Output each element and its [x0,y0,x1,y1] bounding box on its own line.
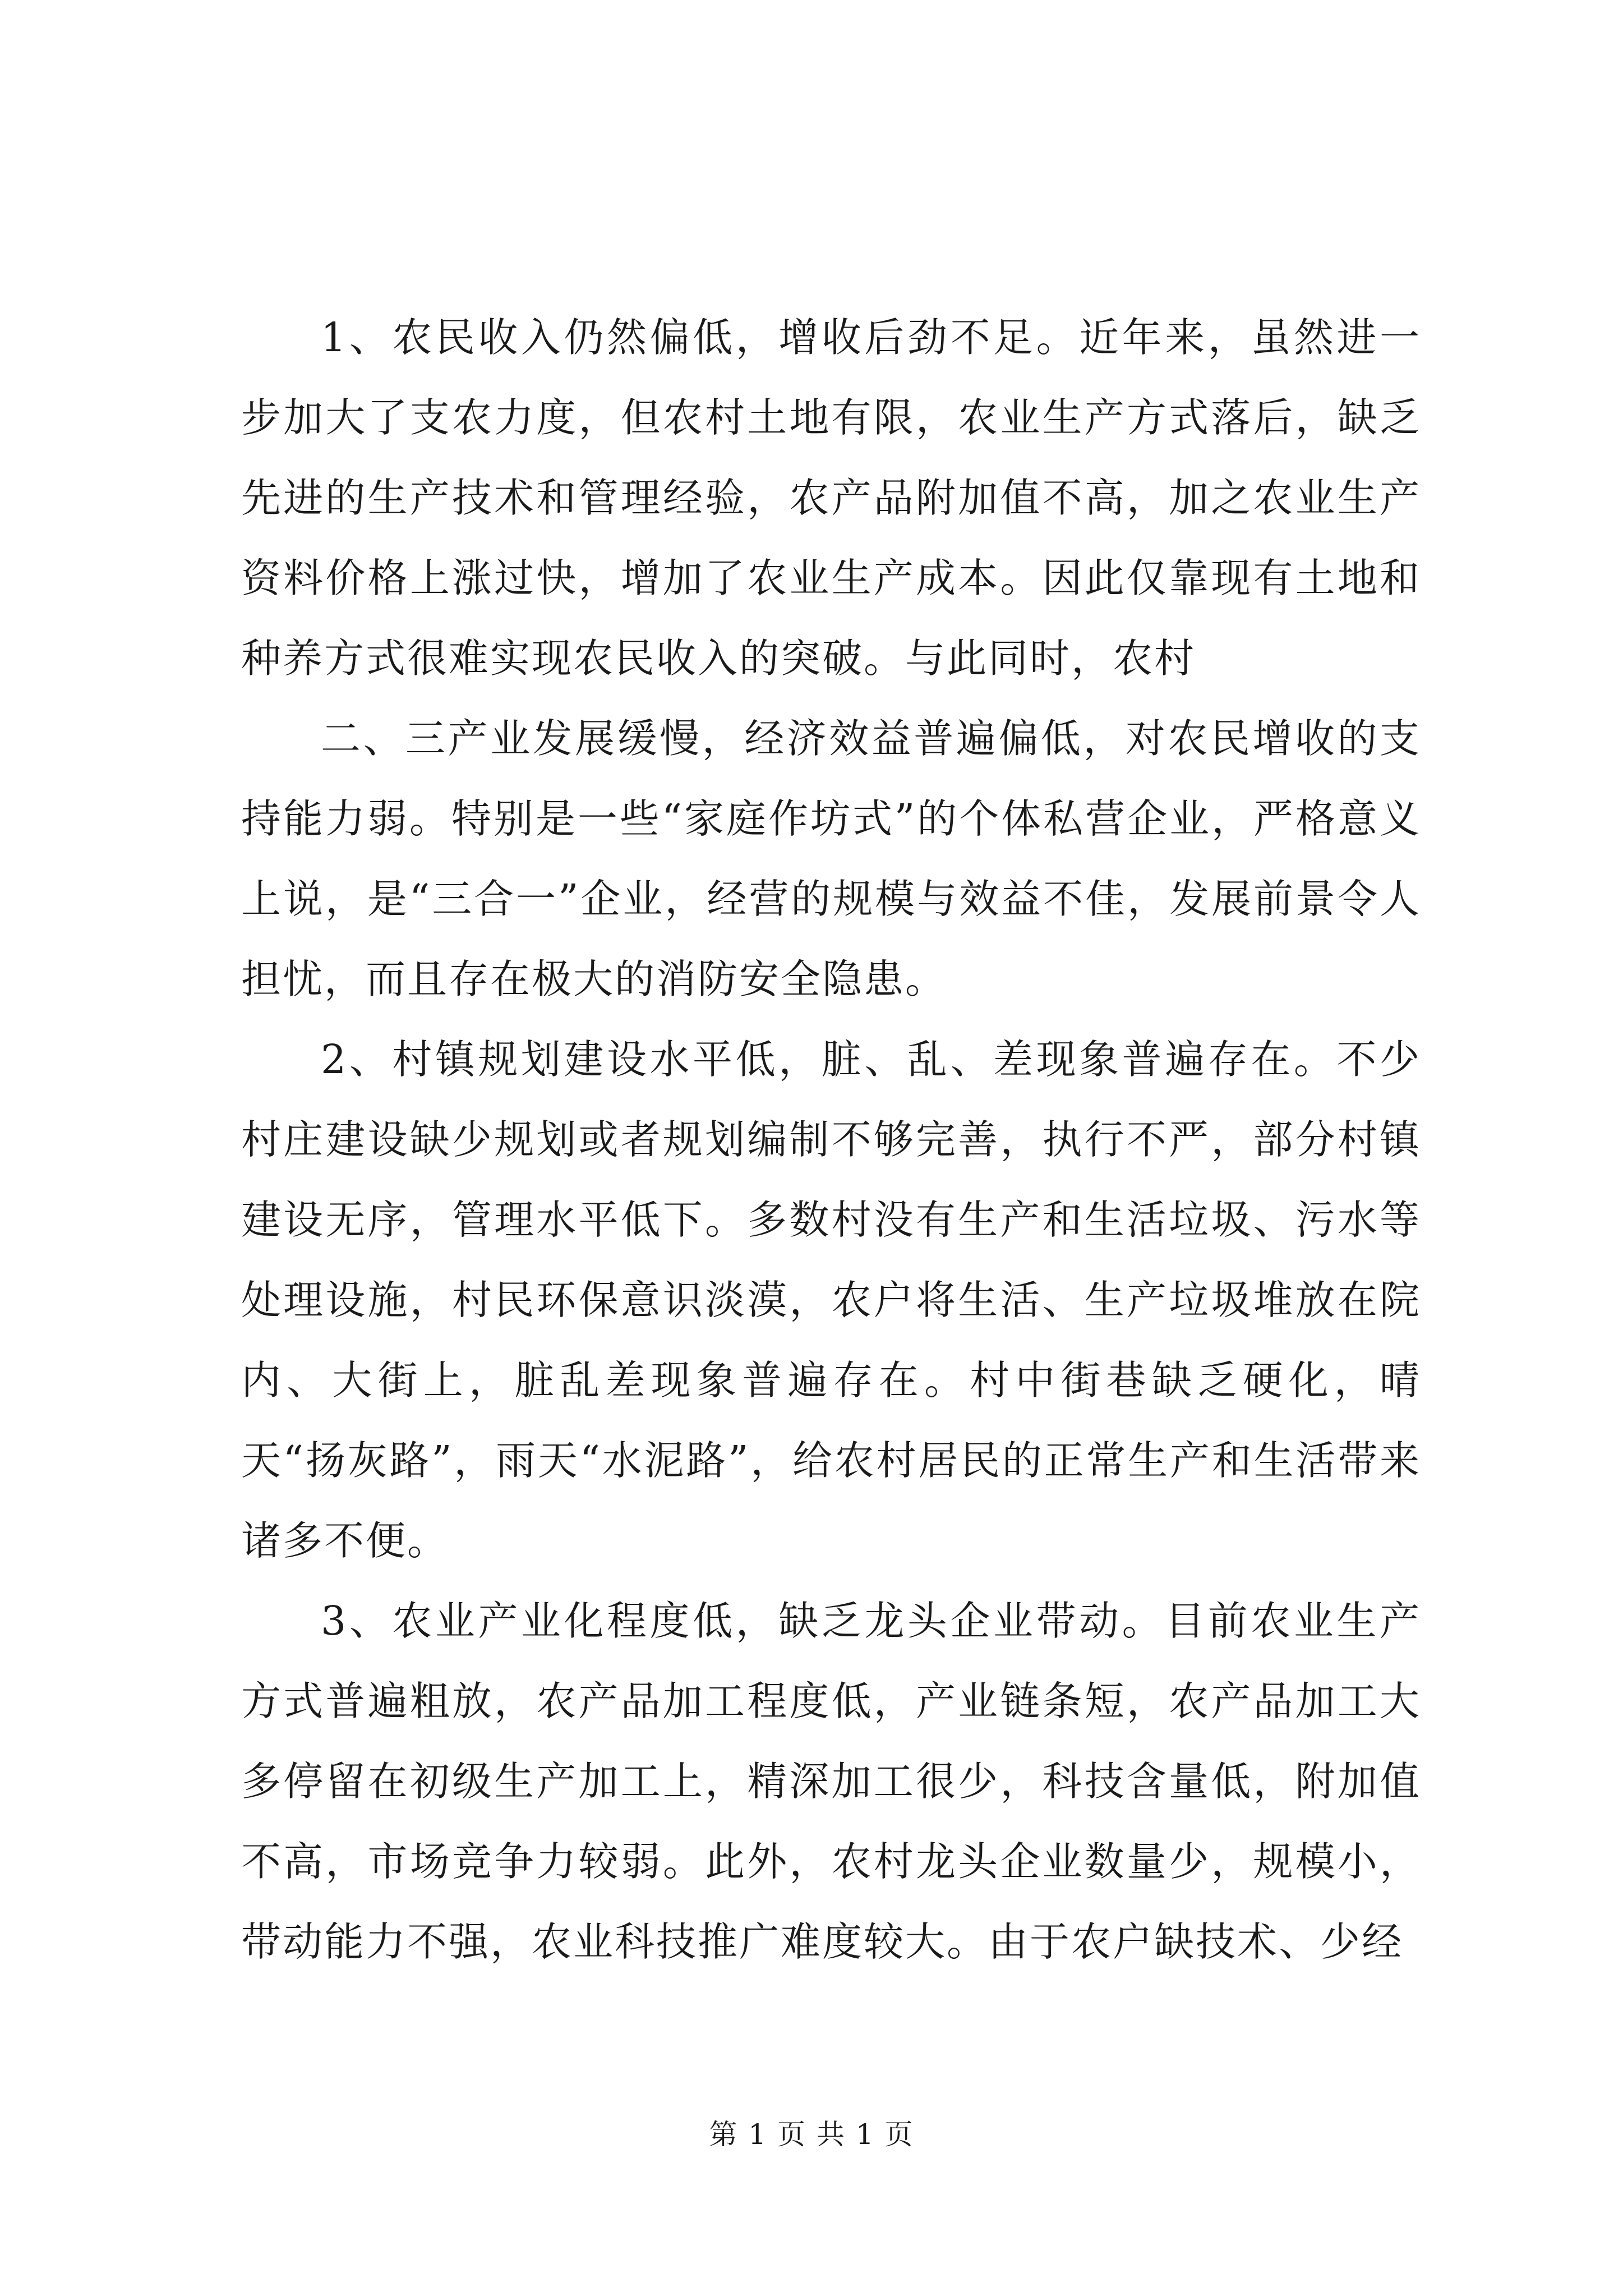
paragraph-4: 3、农业产业化程度低，缺乏龙头企业带动。目前农业生产方式普遍粗放，农产品加工程度低，产业链条短，农产品加工大多停留在初级生产加工上，精深加工很少，科技含量低，附加值不高，市场竞争力较弱。此外，农村龙头企业数量少，规模小，带动能力不强，农业科技推广难度较大。由于农户缺技术、少经 [241,1598,1421,1965]
page-footer: 第 1 页 共 1 页 [709,2118,914,2151]
paragraph-2: 二、三产业发展缓慢，经济效益普遍偏低，对农民增收的支持能力弱。特别是一些“家庭作坊式”的个体私营企业，严格意义上说，是“三合一”企业，经营的规模与效益不佳，发展前景令人担忧，而且存在极大的消防安全隐患。 [241,715,1421,1002]
paragraph-3: 2、村镇规划建设水平低，脏、乱、差现象普遍存在。不少村庄建设缺少规划或者规划编制不够完善，执行不严，部分村镇建设无序，管理水平低下。多数村没有生产和生活垃圾、污水等处理设施，村民环保意识淡漠，农户将生活、生产垃圾堆放在院内、大街上，脏乱差现象普遍存在。村中街巷缺乏硬化，晴天“扬灰路”，雨天“水泥路”，给农村居民的正常生产和生活带来诸多不便。 [241,1036,1421,1564]
paragraph-1: 1、农民收入仍然偏低，增收后劲不足。近年来，虽然进一步加大了支农力度，但农村土地有限，农业生产方式落后，缺乏先进的生产技术和管理经验，农产品附加值不高，加之农业生产资料价格上涨过快，增加了农业生产成本。因此仅靠现有土地和种养方式很难实现农民收入的突破。与此同时，农村 [241,314,1421,682]
document-body [241,297,1421,1982]
